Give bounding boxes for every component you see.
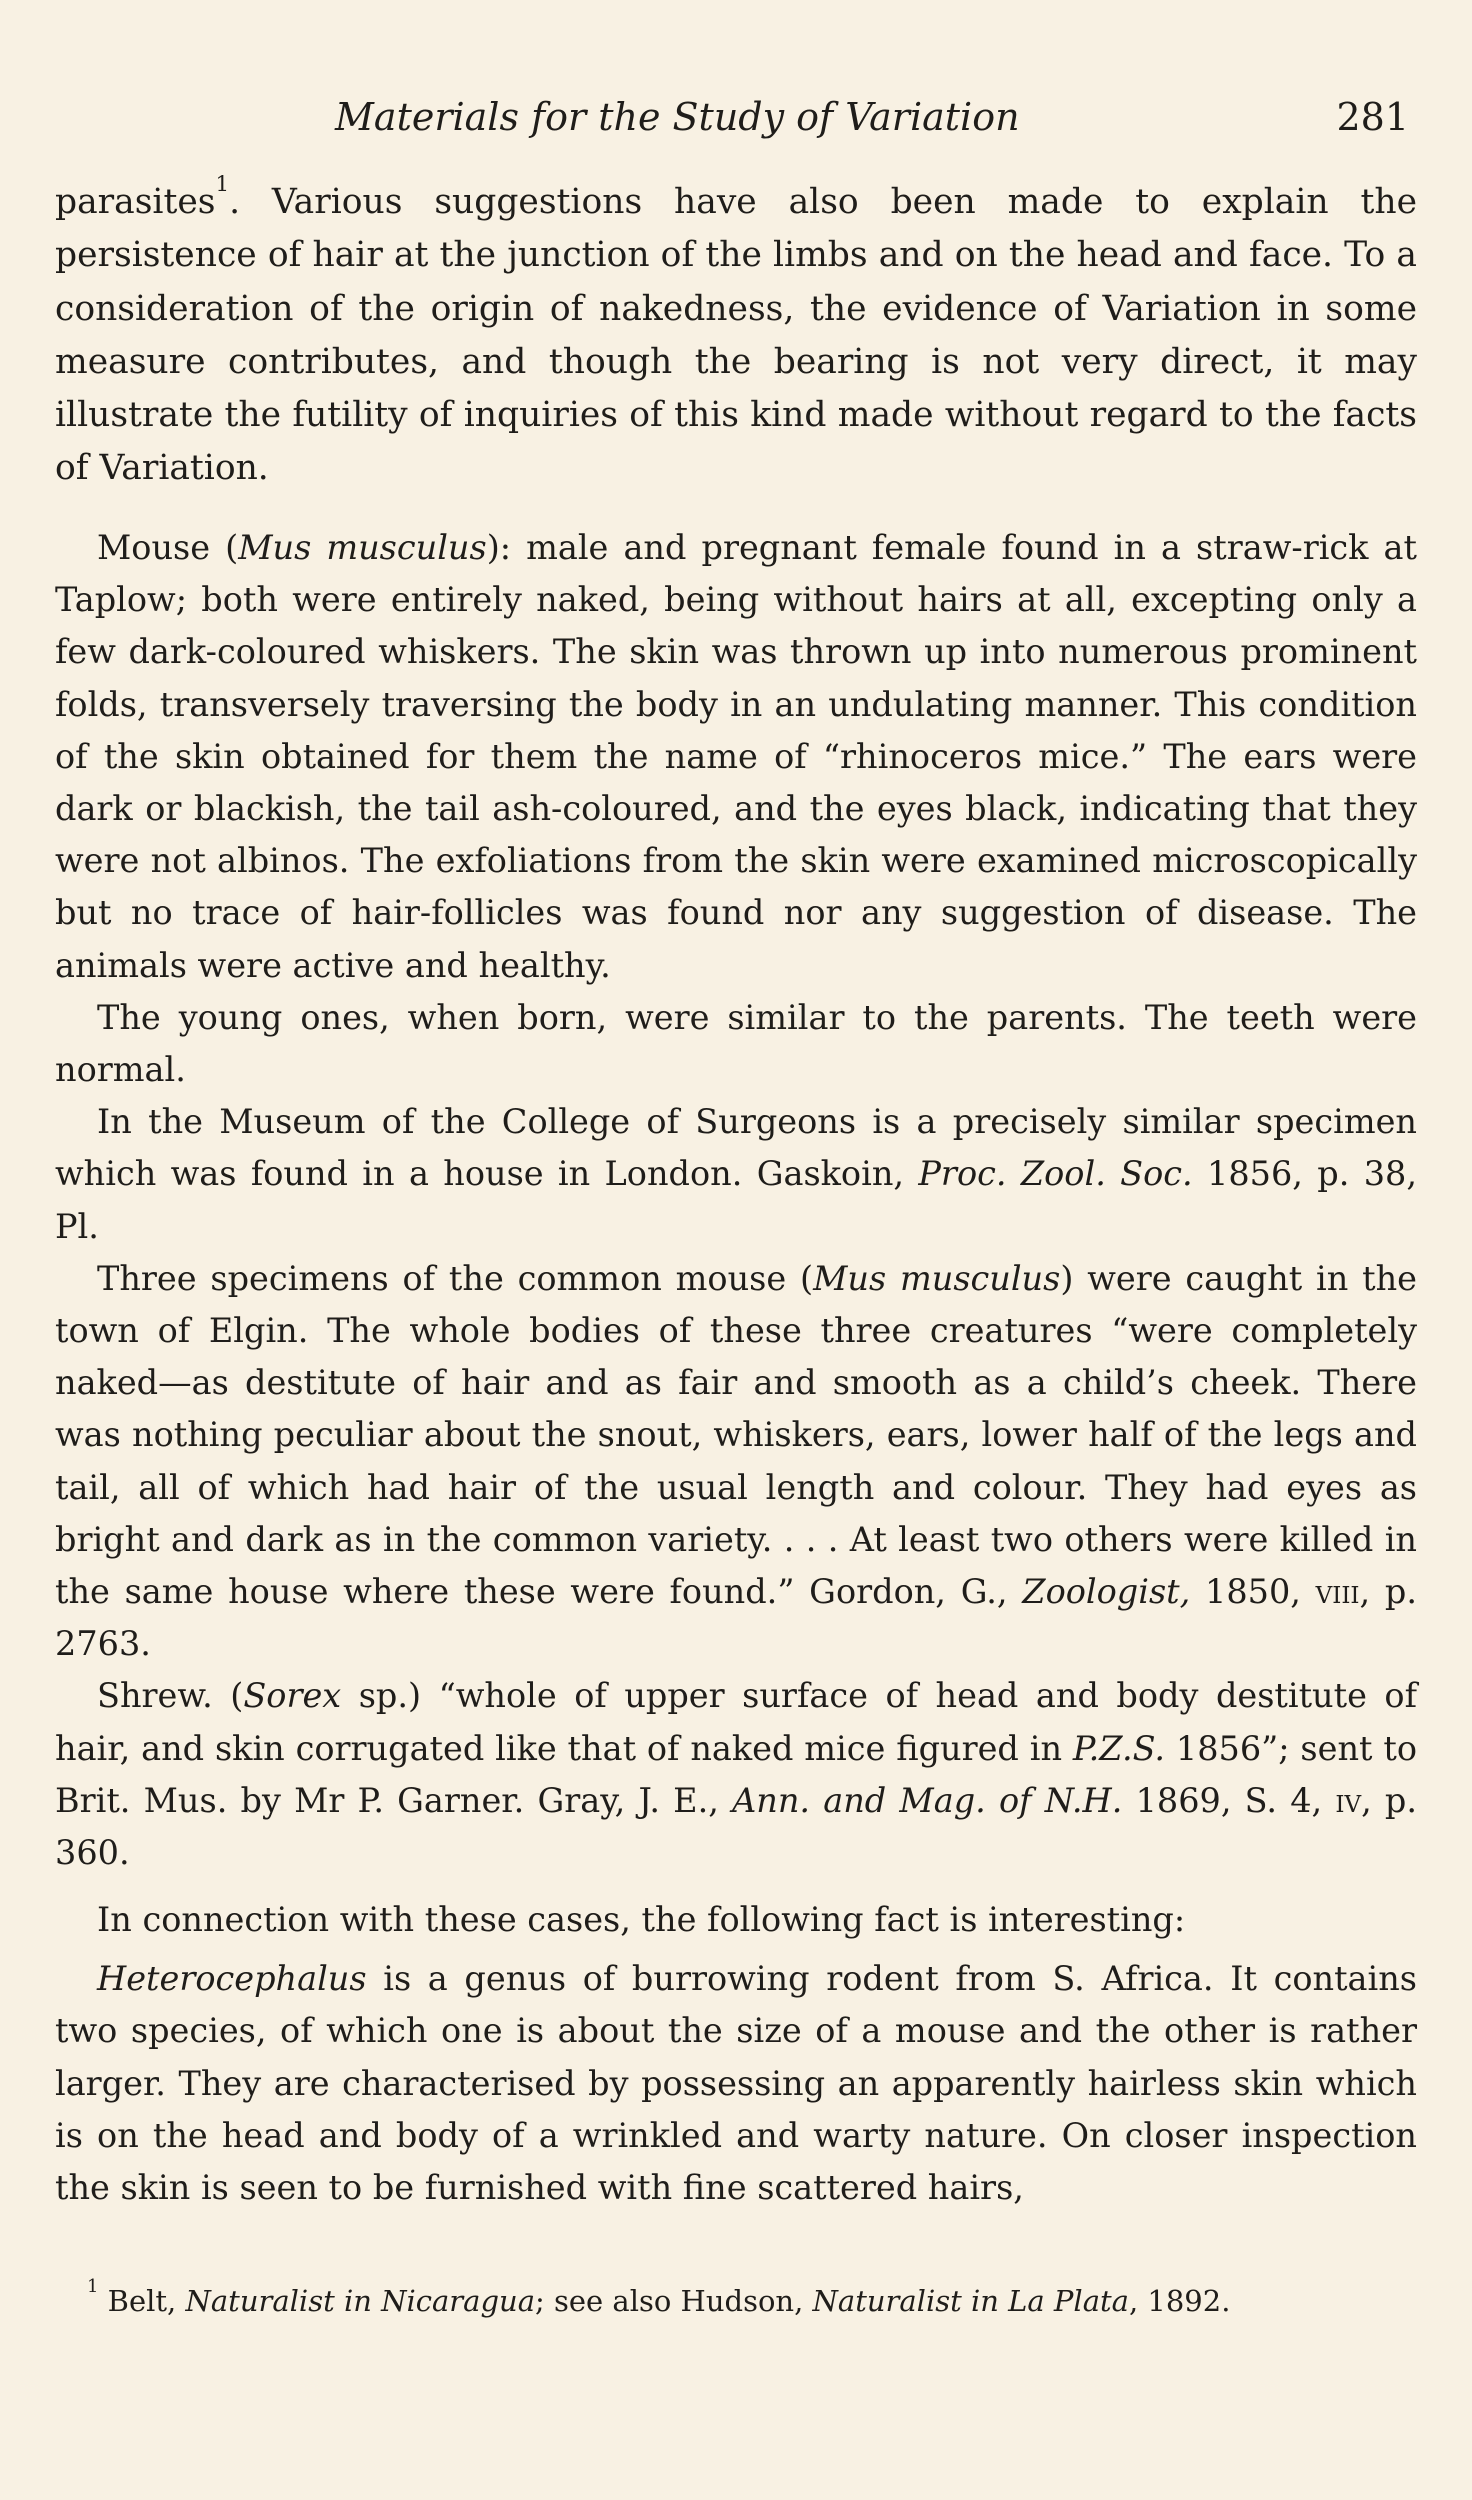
footnote-book-nicaragua: Naturalist in Nicaragua bbox=[185, 2284, 535, 2318]
mouse-paragraph bbox=[55, 522, 1417, 992]
elgin-volume: viii bbox=[1315, 1572, 1360, 1612]
shrew-volume: iv bbox=[1335, 1780, 1362, 1820]
elgin-text-e: 1850, bbox=[1190, 1572, 1316, 1612]
shrew-text-c: sp.) “whole of upper surface of head and body destitute of hair, and skin corrugated like that of naked mice figured in bbox=[55, 1676, 1418, 1768]
shrew-text-a: Shrew. ( bbox=[97, 1676, 244, 1716]
heterocephalus-section bbox=[55, 1894, 1417, 2214]
elgin-text-f: , p. 2763. bbox=[55, 1572, 1418, 1664]
shrew-journal-pzs: P.Z.S. bbox=[1072, 1728, 1166, 1768]
shrew-paragraph bbox=[55, 1670, 1417, 1879]
museum-text-c: 1856, p. 38, Pl. bbox=[55, 1154, 1417, 1246]
footnote-text-a: Belt, bbox=[98, 2284, 186, 2318]
shrew-text-g: 1869, S. 4, bbox=[1122, 1780, 1336, 1820]
shrew-genus: Sorex bbox=[243, 1676, 342, 1716]
footnote-book-la-plata: Naturalist in La Plata bbox=[812, 2284, 1129, 2318]
mouse-text-c: ): male and pregnant female found in a straw-rick at Taplow; both were entirely naked, being without hairs at all, excepting only a few dark-coloured whiskers. The skin was thrown up into numerous prominent folds, transversely traversing the body in an undulating manner. This condition of the skin obtained for them the name of “rhinoceros mice.” The ears were dark or blackish, the tail ash-coloured, and the eyes black, indicating that they were not albinos. The exfoliations from the skin were examined microscopically but no trace of hair-follicles was found nor any suggestion of disease. The animals were active and healthy. bbox=[55, 528, 1417, 985]
intro-section bbox=[55, 171, 1417, 496]
museum-paragraph bbox=[55, 1096, 1417, 1253]
footnote bbox=[87, 2276, 1387, 2321]
elgin-paragraph bbox=[55, 1253, 1417, 1671]
page-number: 281 bbox=[1336, 95, 1409, 139]
heterocephalus-genus: Heterocephalus bbox=[97, 1959, 367, 1999]
elgin-text-a: Three specimens of the common mouse ( bbox=[97, 1258, 814, 1298]
heterocephalus-text: is a genus of burrowing rodent from S. Africa. It contains two species, of which one is about the size of a mouse and the other is rather larger. They are characterised by possessing an apparently hairless skin which is on the head and body of a wrinkled and warty nature. On closer inspection the skin is seen to be furnished with fine scattered hairs, bbox=[55, 1959, 1417, 2208]
young-paragraph: The young ones, when born, were similar to the parents. The teeth were normal. bbox=[55, 997, 1417, 1090]
intro-text-start: parasites bbox=[55, 182, 216, 222]
cases-section bbox=[55, 522, 1417, 1879]
heterocephalus-paragraph bbox=[55, 1953, 1417, 2214]
running-head bbox=[55, 92, 1417, 142]
elgin-text-c: ) were caught in the town of Elgin. The whole bodies of these three creatures “were completely naked—as destitute of hair and as fair and smooth as a child’s cheek. There was nothing peculiar about the snout, whiskers, ears, lower half of the legs and tail, all of which had hair of the usual length and colour. They had eyes as bright and dark as in the common variety. . . . At least two others were killed in the same house where these were found.” Gordon, G., bbox=[55, 1258, 1417, 1612]
museum-text-a: In the Museum of the College of Surgeons is a precisely similar specimen which was found in a house in London. Gaskoin, bbox=[55, 1102, 1417, 1194]
footnote-text-c: ; see also Hudson, bbox=[535, 2284, 813, 2318]
mouse-species-name: Mus musculus bbox=[238, 528, 487, 567]
running-title: Materials for the Study of Variation bbox=[335, 95, 1020, 139]
museum-journal: Proc. Zool. Soc. bbox=[918, 1154, 1193, 1194]
book-page bbox=[55, 0, 1417, 2500]
elgin-journal: Zoologist, bbox=[1022, 1572, 1191, 1612]
footnote-text-e: , 1892. bbox=[1128, 2284, 1231, 2318]
footnote-marker: 1 bbox=[87, 2276, 99, 2298]
intro-paragraph bbox=[55, 171, 1417, 496]
intro-text-rest: . Various suggestions have also been made to explain the persistence of hair at the junction of the limbs and on the head and face. To a consideration of the origin of nakedness, the evidence of Variation in some measure contributes, and though the bearing is not very direct, it may illustrate the futility of inquiries of this kind made without regard to the facts of Variation. bbox=[55, 182, 1417, 489]
shrew-journal-ann: Ann. and Mag. of N.H. bbox=[732, 1780, 1123, 1820]
elgin-species-name: Mus musculus bbox=[813, 1258, 1061, 1298]
mouse-text-a: Mouse ( bbox=[97, 528, 239, 567]
connection-paragraph: In connection with these cases, the following fact is interesting: bbox=[97, 1900, 1186, 1939]
footnote-reference: 1 bbox=[215, 171, 230, 197]
shrew-text-h: , p. 360. bbox=[55, 1780, 1417, 1873]
shrew-text-e: 1856”; sent to Brit. Mus. by Mr P. Garner. Gray, J. E., bbox=[55, 1728, 1417, 1820]
